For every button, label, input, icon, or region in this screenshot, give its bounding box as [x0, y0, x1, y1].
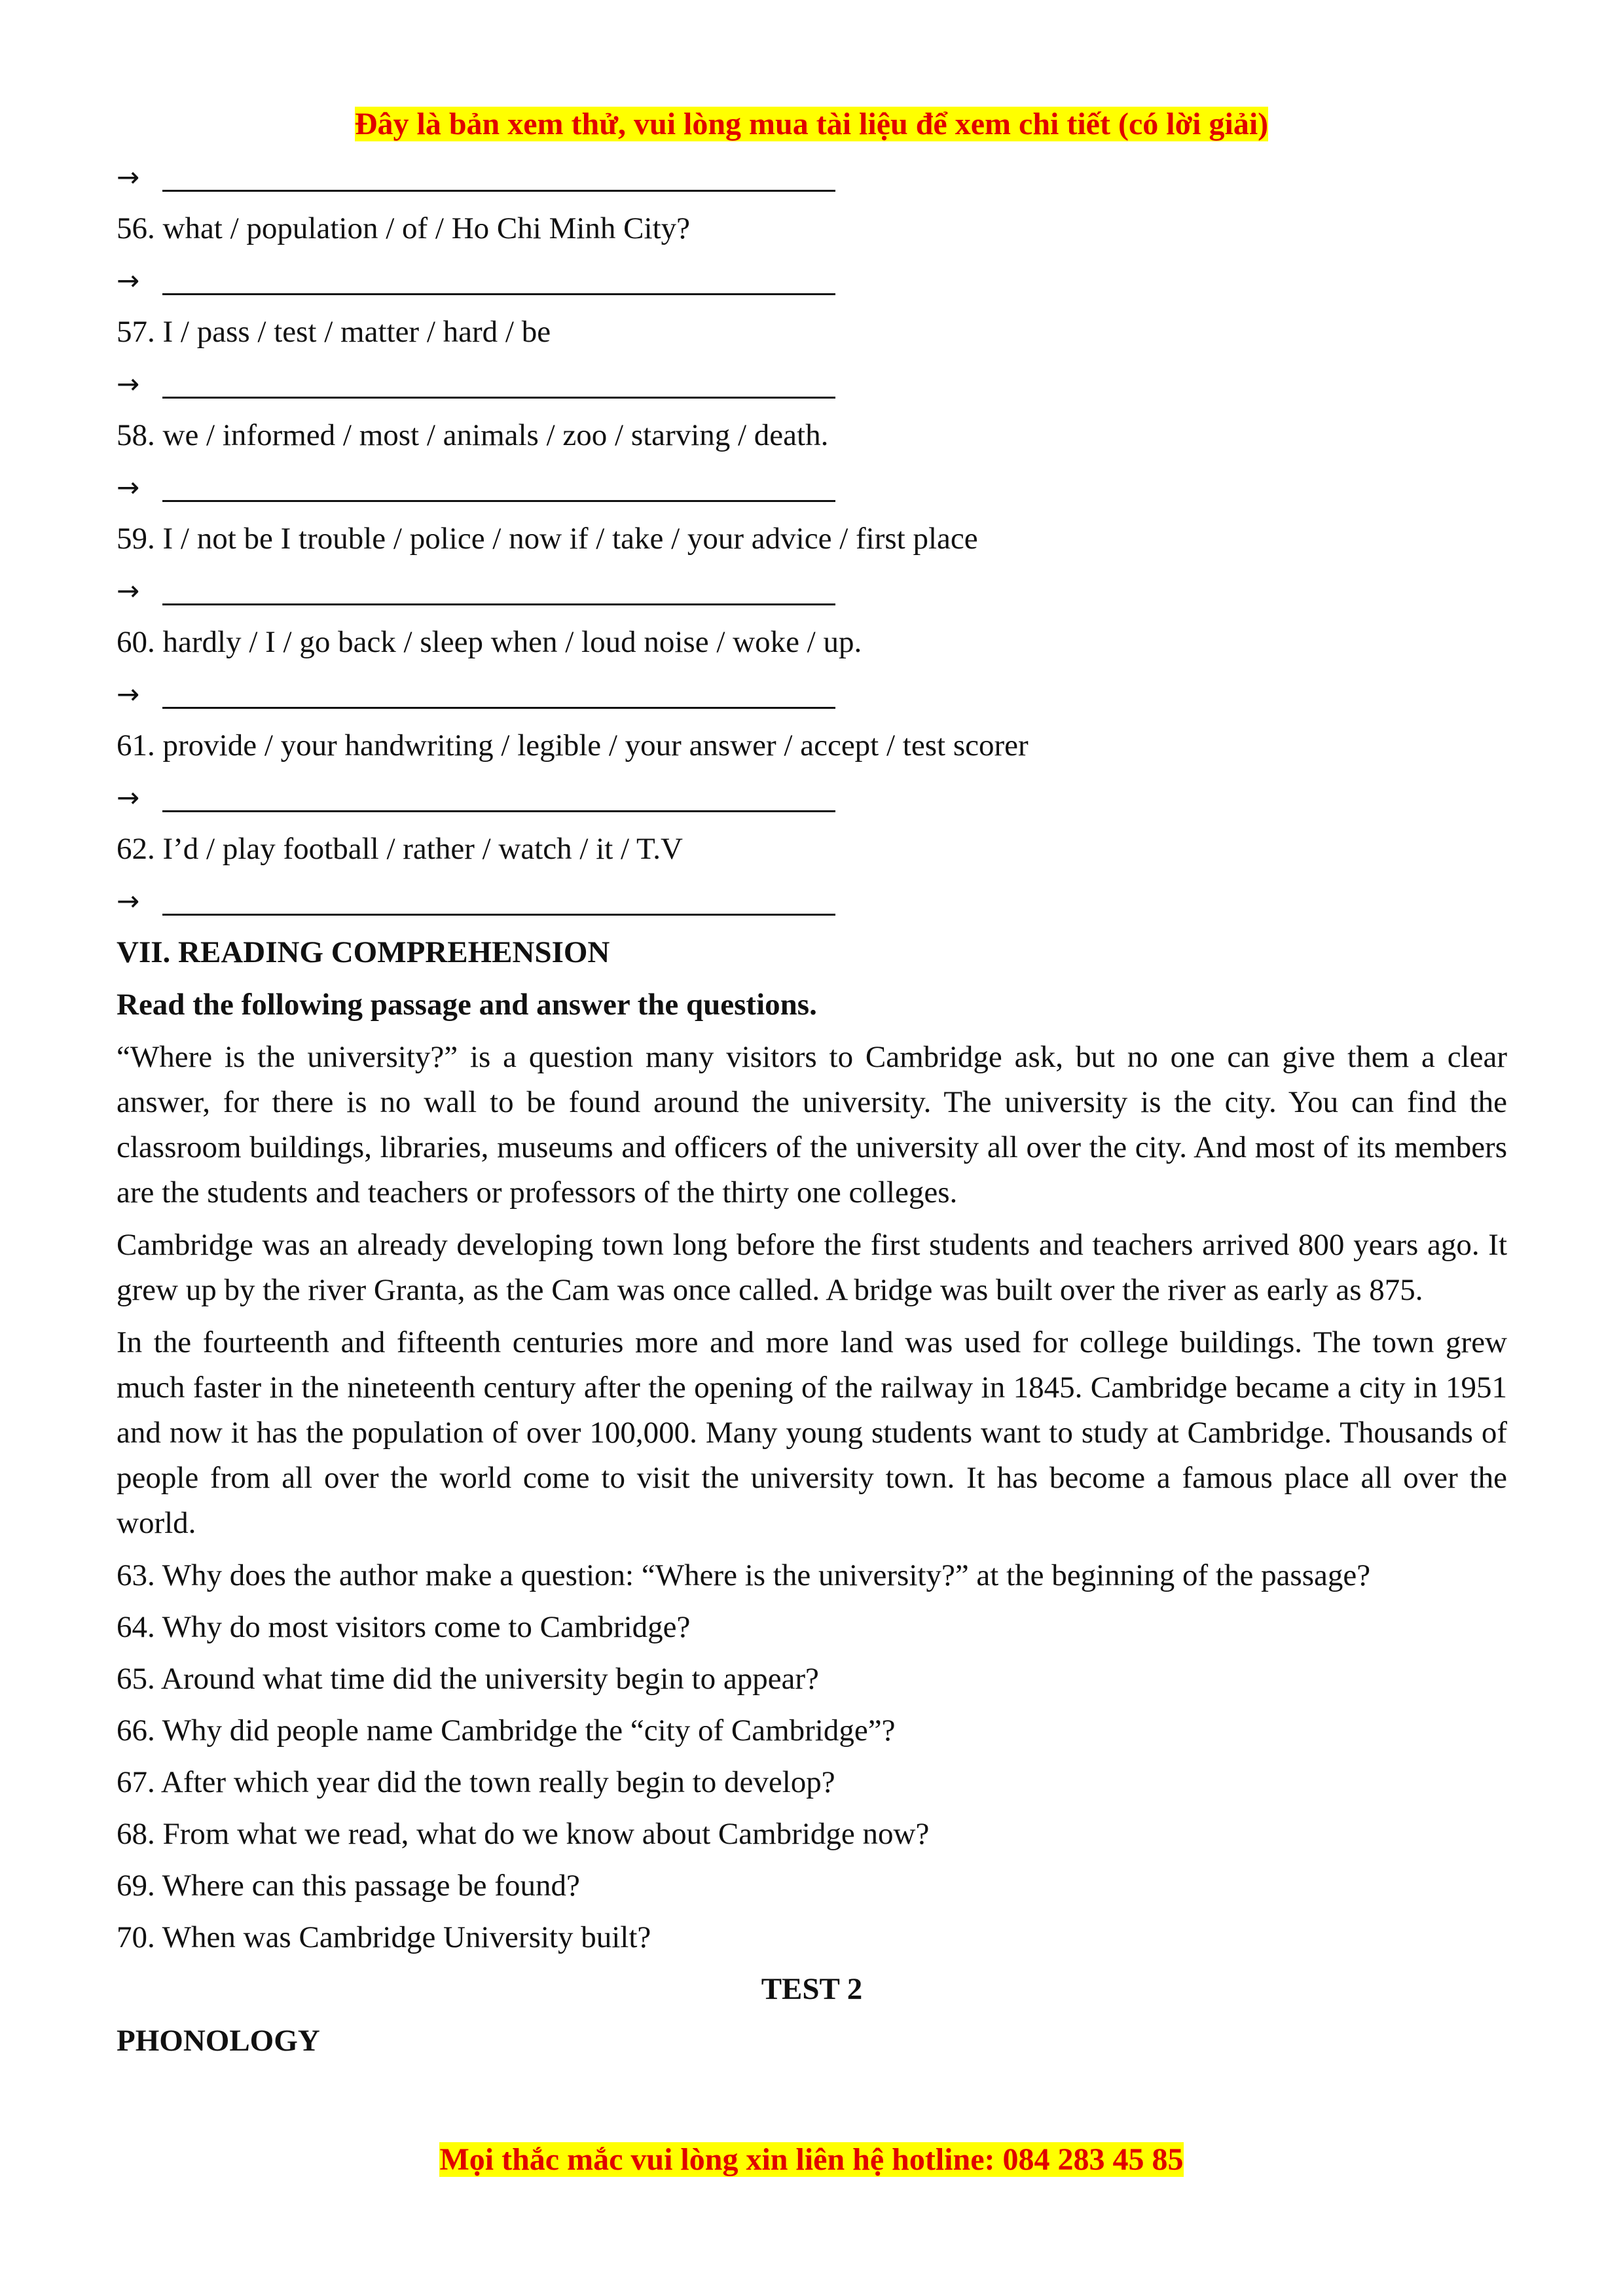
- document-body: [117, 154, 1507, 2064]
- reading-question-70: 70. When was Cambridge University built?: [117, 1920, 651, 1954]
- reading-question-65: 65. Around what time did the university begin to appear?: [117, 1662, 819, 1696]
- reading-question-64: 64. Why do most visitors come to Cambridge?: [117, 1610, 691, 1644]
- answer-line[interactable]: [117, 672, 1507, 723]
- reading-section-title: VII. READING COMPREHENSION: [117, 935, 610, 969]
- rewrite-question-58: 58. we / informed / most / animals / zoo / starving / death.: [117, 418, 829, 452]
- reading-paragraph: In the fourteenth and fifteenth centuries more and more land was used for college buildings. The town grew much faster in the nineteenth century after the opening of the railway in 1845. Cambridge became a city in 1951 and now it has the population of over 100,000. Many young students want to study at Cambridge. Thousands of people from all over the world come to visit the university town. It has become a famous place all over the world.: [117, 1325, 1507, 1540]
- reading-question-67: 67. After which year did the town really begin to develop?: [117, 1765, 835, 1799]
- reading-instruction: Read the following passage and answer the questions.: [117, 988, 817, 1022]
- answer-line[interactable]: [117, 258, 1507, 310]
- rewrite-question-59: 59. I / not be I trouble / police / now if / take / your advice / first place: [117, 522, 978, 556]
- answer-line[interactable]: [117, 361, 1507, 413]
- reading-question-63: 63. Why does the author make a question: “Where is the university?” at the beginning of the passage?: [117, 1558, 1371, 1592]
- arrow-icon: →: [117, 368, 140, 400]
- rewrite-question-62: 62. I’d / play football / rather / watch / it / T.V: [117, 832, 683, 866]
- hotline-banner-text: Mọi thắc mắc vui lòng xin liên hệ hotline: 084 283 45 85: [439, 2142, 1184, 2177]
- phonology-heading: PHONOLOGY: [117, 2024, 320, 2058]
- test-title: TEST 2: [761, 1972, 863, 2006]
- answer-blank: [162, 500, 835, 502]
- arrow-icon: →: [117, 471, 140, 503]
- answer-line[interactable]: [117, 465, 1507, 516]
- preview-banner: [0, 106, 1623, 143]
- answer-blank: [162, 293, 835, 295]
- answer-blank: [162, 707, 835, 709]
- reading-question-66: 66. Why did people name Cambridge the “city of Cambridge”?: [117, 1713, 896, 1748]
- arrow-icon: →: [117, 161, 140, 193]
- answer-blank: [162, 397, 835, 399]
- reading-paragraph: “Where is the university?” is a question many visitors to Cambridge ask, but no one can give them a clear answer, for there is no wall to be found around the university. The university is the city. You can find the classroom buildings, libraries, museums and officers of the university all over the city. And most of its members are the students and teachers or professors of the thirty one colleges.: [117, 1040, 1507, 1210]
- rewrite-question-57: 57. I / pass / test / matter / hard / be: [117, 315, 551, 349]
- hotline-banner: [0, 2142, 1623, 2178]
- arrow-icon: →: [117, 885, 140, 917]
- answer-line[interactable]: [117, 878, 1507, 930]
- preview-banner-text: Đây là bản xem thử, vui lòng mua tài liệu để xem chi tiết (có lời giải): [354, 107, 1269, 141]
- answer-line[interactable]: [117, 775, 1507, 827]
- arrow-icon: →: [117, 781, 140, 814]
- reading-question-69: 69. Where can this passage be found?: [117, 1869, 580, 1903]
- answer-blank: [162, 190, 835, 192]
- rewrite-question-60: 60. hardly / I / go back / sleep when / loud noise / woke / up.: [117, 625, 862, 659]
- arrow-icon: →: [117, 264, 140, 296]
- answer-blank: [162, 810, 835, 812]
- answer-blank: [162, 914, 835, 916]
- arrow-icon: →: [117, 575, 140, 607]
- reading-paragraph: Cambridge was an already developing town long before the first students and teachers arrived 800 years ago. It grew up by the river Granta, as the Cam was once called. A bridge was built over the river as early as 875.: [117, 1228, 1507, 1307]
- answer-line[interactable]: [117, 568, 1507, 620]
- rewrite-question-56: 56. what / population / of / Ho Chi Minh City?: [117, 211, 690, 245]
- rewrite-question-61: 61. provide / your handwriting / legible / your answer / accept / test scorer: [117, 728, 1029, 762]
- answer-blank: [162, 603, 835, 605]
- answer-line[interactable]: [117, 154, 1507, 206]
- arrow-icon: →: [117, 678, 140, 710]
- reading-question-68: 68. From what we read, what do we know about Cambridge now?: [117, 1817, 930, 1851]
